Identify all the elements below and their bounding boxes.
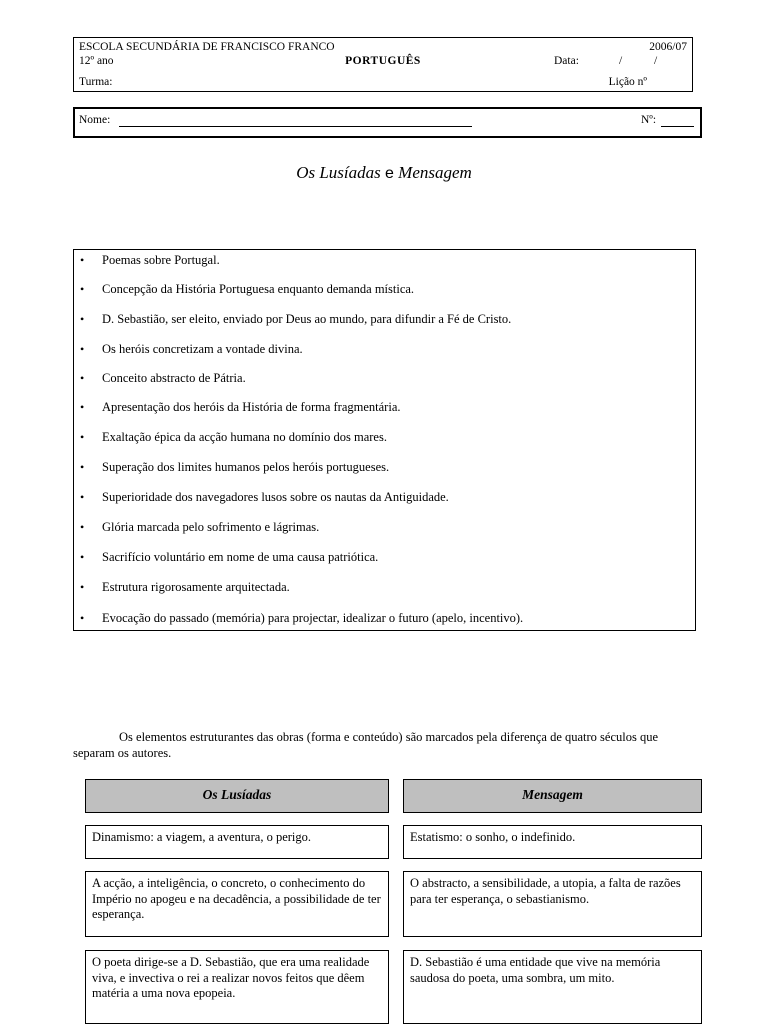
number-field[interactable]	[661, 126, 694, 127]
date-slash-1: /	[619, 55, 623, 67]
bullet-icon: •	[80, 550, 85, 564]
bullet-icon: •	[80, 400, 85, 414]
title-conjunction: e	[385, 165, 394, 182]
bullet-icon: •	[80, 342, 85, 356]
bullet-icon: •	[80, 371, 85, 385]
common-features-list	[73, 249, 696, 631]
column-header-mensagem: Mensagem	[403, 779, 702, 813]
bullet-icon: •	[80, 520, 85, 534]
bullet-icon: •	[80, 490, 85, 504]
number-label: Nº:	[641, 114, 657, 126]
table-cell: O abstracto, a sensibilidade, a utopia, a falta de razões para ter esperança, o sebastianismo.	[403, 871, 702, 937]
table-cell: A acção, a inteligência, o concreto, o conhecimento do Império no apogeu e na decadência, a possibilidade de ter esperança.	[85, 871, 389, 937]
school-name: ESCOLA SECUNDÁRIA DE FRANCISCO FRANCO	[79, 41, 335, 53]
bullet-icon: •	[80, 430, 85, 444]
list-item: • Os heróis concretizam a vontade divina.	[80, 342, 303, 356]
bullet-icon: •	[80, 580, 85, 594]
grade: 12º ano	[79, 55, 114, 67]
date-slash-2: /	[654, 55, 658, 67]
lesson-label: Lição nº	[608, 76, 647, 88]
header-row-class	[79, 76, 687, 89]
list-item: • Apresentação dos heróis da História de forma fragmentária.	[80, 400, 401, 414]
table-cell: Estatismo: o sonho, o indefinido.	[403, 825, 702, 859]
list-item: • Superioridade dos navegadores lusos sobre os nautas da Antiguidade.	[80, 490, 449, 504]
subject: PORTUGUÊS	[345, 55, 421, 67]
header-row-school	[79, 41, 687, 54]
list-item: • Poemas sobre Portugal.	[80, 253, 220, 267]
list-item: • D. Sebastião, ser eleito, enviado por Deus ao mundo, para difundir a Fé de Cristo.	[80, 312, 512, 326]
date-label: Data:	[554, 55, 579, 67]
table-cell: O poeta dirige-se a D. Sebastião, que era uma realidade viva, e invectiva o rei a realizar novos feitos que dêem matéria a uma nova epopeia.	[85, 950, 389, 1024]
list-item: • Concepção da História Portuguesa enquanto demanda mística.	[80, 282, 415, 296]
header-row-grade	[79, 55, 687, 68]
intro-paragraph: Os elementos estruturantes das obras (forma e conteúdo) são marcados pela diferença de quatro séculos que separam os autores.	[73, 730, 659, 760]
bullet-icon: •	[80, 282, 85, 296]
page-title	[0, 163, 768, 183]
table-cell: D. Sebastião é uma entidade que vive na memória saudosa do poeta, uma sombra, um mito.	[403, 950, 702, 1024]
table-cell: Dinamismo: a viagem, a aventura, o perigo.	[85, 825, 389, 859]
bullet-icon: •	[80, 312, 85, 326]
list-item: • Glória marcada pelo sofrimento e lágrimas.	[80, 520, 320, 534]
name-field[interactable]	[119, 126, 472, 127]
student-name-box	[73, 107, 702, 138]
school-header	[73, 37, 693, 92]
column-header-lusiadas: Os Lusíadas	[85, 779, 389, 813]
class-label: Turma:	[79, 76, 113, 88]
list-item: • Sacrifício voluntário em nome de uma causa patriótica.	[80, 550, 379, 564]
list-item: • Superação dos limites humanos pelos heróis portugueses.	[80, 460, 390, 474]
school-year: 2006/07	[649, 41, 687, 53]
bullet-icon: •	[80, 611, 85, 625]
list-item: • Exaltação épica da acção humana no domínio dos mares.	[80, 430, 387, 444]
list-item: • Estrutura rigorosamente arquitectada.	[80, 580, 290, 594]
list-item: • Evocação do passado (memória) para projectar, idealizar o futuro (apelo, incentivo).	[80, 611, 524, 625]
list-item: • Conceito abstracto de Pátria.	[80, 371, 246, 385]
bullet-icon: •	[80, 253, 85, 267]
name-label: Nome:	[79, 114, 111, 126]
title-work-mensagem: Mensagem	[398, 163, 472, 182]
title-work-lusiadas: Os Lusíadas	[296, 163, 381, 182]
bullet-icon: •	[80, 460, 85, 474]
